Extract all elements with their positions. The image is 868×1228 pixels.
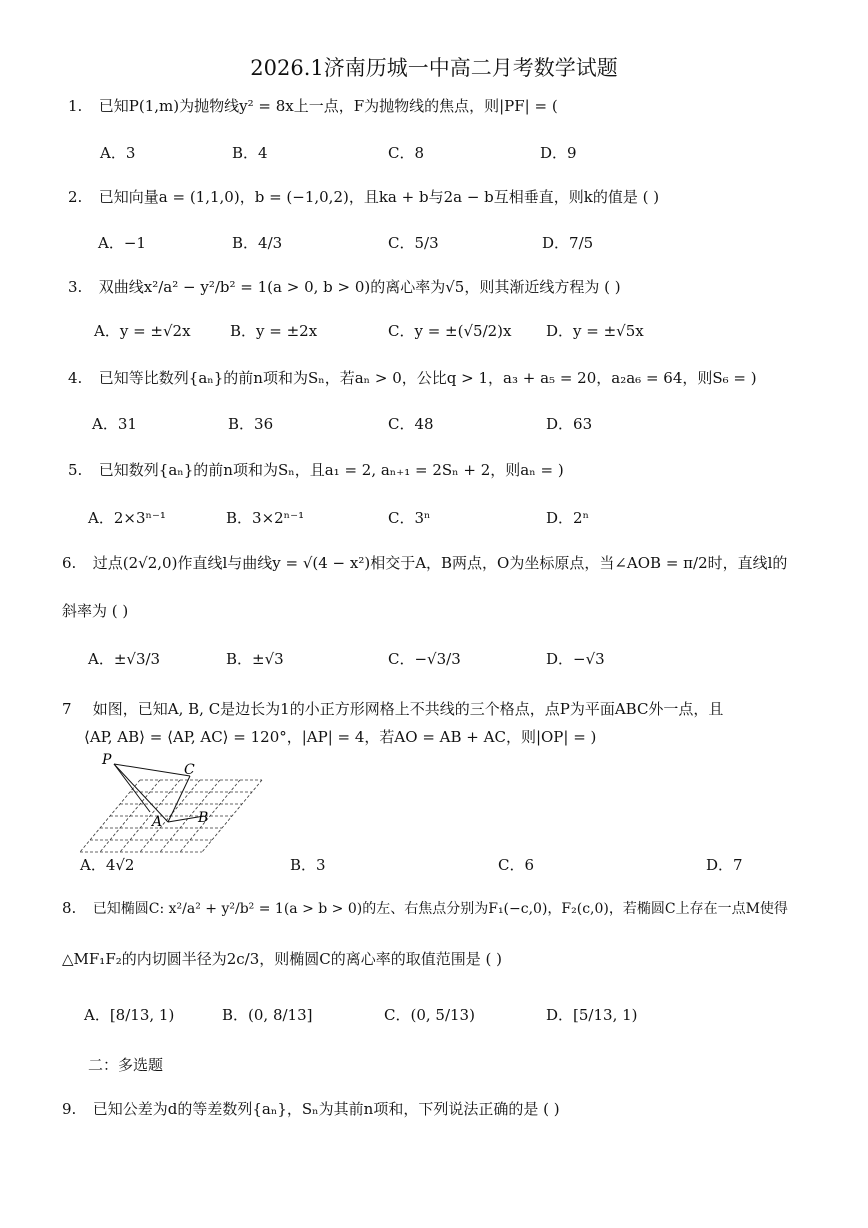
- question-number: 8.: [62, 899, 77, 917]
- option-b: B．4: [232, 144, 268, 162]
- question-number: 6.: [62, 554, 77, 572]
- question-3: [68, 276, 621, 297]
- option-b: B．3: [290, 856, 326, 874]
- option-b: B．y = ±2x: [230, 322, 318, 340]
- option-c: C．−√3/3: [388, 650, 461, 668]
- option-d: D．2ⁿ: [546, 509, 590, 527]
- option-d: D．−√3: [546, 650, 605, 668]
- label-b: B: [198, 810, 209, 826]
- question-stem: 如图，已知A, B, C是边长为1的小正方形网格上不共线的三个格点，点P为平面ABC外一点，且: [92, 700, 724, 718]
- option-d: D．9: [540, 144, 577, 162]
- option-a: A．3: [100, 144, 136, 162]
- question-number: 7: [62, 700, 72, 718]
- label-c: C: [184, 762, 195, 778]
- label-p: P: [102, 752, 112, 768]
- question-6: [62, 552, 787, 573]
- section-heading: 二：多选题: [88, 1056, 164, 1074]
- question-1: [68, 95, 558, 116]
- option-d: D．7: [706, 856, 743, 874]
- option-c: C．5/3: [388, 234, 439, 252]
- question-number: 5.: [68, 461, 83, 479]
- option-c: C．y = ±(√5/2)x: [388, 322, 512, 340]
- question-5: [68, 459, 564, 480]
- option-a: A．2×3ⁿ⁻¹: [88, 509, 166, 527]
- question-stem: 已知P(1,m)为抛物线y² = 8x上一点，F为抛物线的焦点，则|PF| = (: [98, 97, 558, 115]
- option-d: D．7/5: [542, 234, 594, 252]
- question-stem: 过点(2√2,0)作直线l与曲线y = √(4 − x²)相交于A，B两点，O为坐标原点，当∠AOB = π/2时，直线l的: [92, 554, 788, 572]
- option-c: C．(0, 5/13): [384, 1006, 475, 1024]
- question-number: 2.: [68, 188, 83, 206]
- question-stem: 已知数列{aₙ}的前n项和为Sₙ，且a₁ = 2, aₙ₊₁ = 2Sₙ + 2，则aₙ = ): [98, 461, 564, 479]
- option-a: A．31: [92, 415, 137, 433]
- option-b: B．4/3: [232, 234, 283, 252]
- question-number: 3.: [68, 278, 83, 296]
- option-d: D．[5/13, 1): [546, 1006, 638, 1024]
- option-b: B．(0, 8/13]: [222, 1006, 313, 1024]
- option-c: C．6: [498, 856, 535, 874]
- grid-figure: [80, 752, 280, 862]
- question-8-continued: △MF₁F₂的内切圆半径为2c/3，则椭圆C的离心率的取值范围是 ( ): [62, 950, 502, 968]
- option-c: C．48: [388, 415, 434, 433]
- question-number: 4.: [68, 369, 83, 387]
- option-a: A．y = ±√2x: [94, 322, 191, 340]
- option-a: A．4√2: [80, 856, 135, 874]
- question-number: 9.: [62, 1100, 77, 1118]
- question-4: [68, 367, 757, 388]
- page-title: 2026.1济南历城一中高二月考数学试题: [250, 56, 618, 80]
- label-a: A: [152, 814, 163, 830]
- question-8: [62, 898, 788, 918]
- question-9: [62, 1098, 560, 1119]
- question-stem: 双曲线x²/a² − y²/b² = 1(a > 0, b > 0)的离心率为√5，则其渐近线方程为 ( ): [98, 278, 621, 296]
- question-6-continued: 斜率为 ( ): [62, 602, 129, 620]
- option-b: B．±√3: [226, 650, 284, 668]
- option-c: C．8: [388, 144, 425, 162]
- question-stem: 已知公差为d的等差数列{aₙ}，Sₙ为其前n项和，下列说法正确的是 ( ): [92, 1100, 560, 1118]
- option-a: A．±√3/3: [88, 650, 161, 668]
- question-7: [62, 698, 723, 719]
- question-7-continued: ⟨AP, AB⟩ = ⟨AP, AC⟩ = 120°，|AP| = 4，若AO = AB + AC，则|OP| = ): [84, 728, 597, 746]
- option-c: C．3ⁿ: [388, 509, 431, 527]
- option-a: A．−1: [98, 234, 146, 252]
- question-stem: 已知等比数列{aₙ}的前n项和为Sₙ，若aₙ > 0，公比q > 1，a₃ + a₅ = 20，a₂a₆ = 64，则S₆ = ): [98, 369, 757, 387]
- option-d: D．63: [546, 415, 593, 433]
- option-a: A．[8/13, 1): [84, 1006, 175, 1024]
- option-b: B．36: [228, 415, 274, 433]
- question-2: [68, 186, 659, 207]
- question-stem: 已知向量a = (1,1,0)，b = (−1,0,2)，且ka + b与2a − b互相垂直，则k的值是 ( ): [98, 188, 660, 206]
- question-number: 1.: [68, 97, 83, 115]
- question-stem: 已知椭圆C: x²/a² + y²/b² = 1(a > b > 0)的左、右焦点分别为F₁(−c,0)，F₂(c,0)，若椭圆C上存在一点M使得: [92, 901, 788, 917]
- option-b: B．3×2ⁿ⁻¹: [226, 509, 305, 527]
- option-d: D．y = ±√5x: [546, 322, 644, 340]
